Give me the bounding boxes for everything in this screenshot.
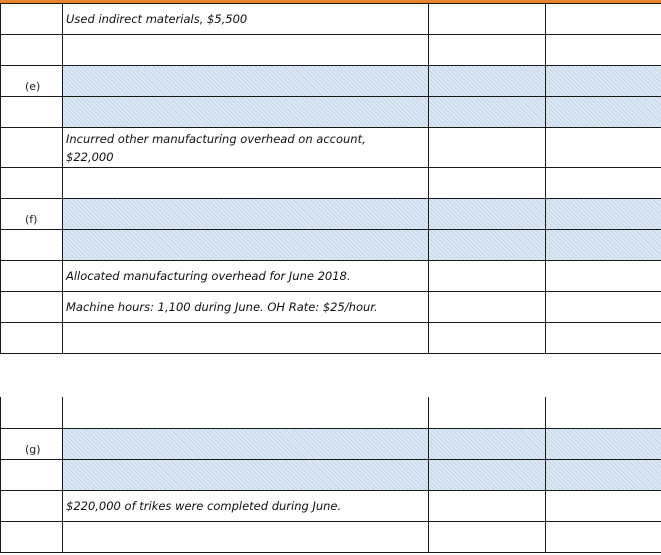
ref-cell[interactable] <box>1 459 63 490</box>
debit-cell[interactable] <box>429 323 546 354</box>
credit-cell[interactable] <box>546 128 661 168</box>
table-row <box>1 35 661 66</box>
description-cell[interactable] <box>63 35 429 66</box>
ref-cell[interactable] <box>1 261 63 292</box>
description-line: $22,000 <box>66 149 114 164</box>
table-row <box>1 459 661 490</box>
journal-table-bottom <box>0 397 661 553</box>
credit-cell[interactable] <box>546 35 661 66</box>
credit-input-cell[interactable] <box>546 66 661 97</box>
debit-cell[interactable] <box>429 128 546 168</box>
credit-cell[interactable] <box>546 261 661 292</box>
account-input-cell[interactable] <box>63 97 429 128</box>
table-row <box>1 168 661 199</box>
account-input-cell[interactable] <box>63 459 429 490</box>
table-row <box>1 261 661 292</box>
table-row <box>1 490 661 521</box>
description-cell[interactable] <box>63 168 429 199</box>
credit-cell[interactable] <box>546 323 661 354</box>
description-cell[interactable]: Used indirect materials, $5,500 <box>63 4 429 35</box>
credit-cell[interactable] <box>546 521 661 552</box>
description-cell[interactable] <box>63 323 429 354</box>
credit-cell[interactable] <box>546 397 661 428</box>
description-cell[interactable] <box>63 397 429 428</box>
debit-cell[interactable] <box>429 4 546 35</box>
description-cell[interactable]: $220,000 of trikes were completed during June. <box>63 490 429 521</box>
debit-cell[interactable] <box>429 292 546 323</box>
credit-input-cell[interactable] <box>546 428 661 459</box>
entry-label-f: (f) <box>1 199 63 230</box>
account-input-cell[interactable] <box>63 199 429 230</box>
credit-input-cell[interactable] <box>546 199 661 230</box>
debit-cell[interactable] <box>429 168 546 199</box>
table-row <box>1 428 661 459</box>
table-row <box>1 97 661 128</box>
credit-cell[interactable] <box>546 4 661 35</box>
debit-input-cell[interactable] <box>429 66 546 97</box>
credit-input-cell[interactable] <box>546 459 661 490</box>
table-row <box>1 323 661 354</box>
ref-cell[interactable] <box>1 397 63 428</box>
debit-cell[interactable] <box>429 521 546 552</box>
ref-cell[interactable] <box>1 323 63 354</box>
ref-cell[interactable] <box>1 4 63 35</box>
credit-cell[interactable] <box>546 490 661 521</box>
debit-input-cell[interactable] <box>429 459 546 490</box>
ref-cell[interactable] <box>1 97 63 128</box>
table-row <box>1 521 661 552</box>
debit-input-cell[interactable] <box>429 199 546 230</box>
ref-cell[interactable] <box>1 490 63 521</box>
account-input-cell[interactable] <box>63 428 429 459</box>
table-row <box>1 66 661 97</box>
table-row <box>1 292 661 323</box>
description-cell[interactable]: Machine hours: 1,100 during June. OH Rate: $25/hour. <box>63 292 429 323</box>
debit-cell[interactable] <box>429 35 546 66</box>
credit-cell[interactable] <box>546 292 661 323</box>
entry-label-g: (g) <box>1 428 63 459</box>
section-gap <box>0 364 661 397</box>
ref-cell[interactable] <box>1 128 63 168</box>
table-row <box>1 397 661 428</box>
credit-input-cell[interactable] <box>546 97 661 128</box>
table-row <box>1 230 661 261</box>
description-line: Incurred other manufacturing overhead on account, <box>66 131 366 146</box>
description-cell[interactable] <box>63 128 429 168</box>
entry-label-e: (e) <box>1 66 63 97</box>
ref-cell[interactable] <box>1 521 63 552</box>
ref-cell[interactable] <box>1 230 63 261</box>
debit-cell[interactable] <box>429 397 546 428</box>
debit-cell[interactable] <box>429 490 546 521</box>
table-row <box>1 4 661 35</box>
description-cell[interactable] <box>63 521 429 552</box>
journal-table-top <box>0 3 661 354</box>
credit-input-cell[interactable] <box>546 230 661 261</box>
table-row <box>1 199 661 230</box>
description-cell[interactable]: Allocated manufacturing overhead for June 2018. <box>63 261 429 292</box>
debit-input-cell[interactable] <box>429 97 546 128</box>
ref-cell[interactable] <box>1 292 63 323</box>
debit-input-cell[interactable] <box>429 428 546 459</box>
debit-input-cell[interactable] <box>429 230 546 261</box>
credit-cell[interactable] <box>546 168 661 199</box>
debit-cell[interactable] <box>429 261 546 292</box>
account-input-cell[interactable] <box>63 230 429 261</box>
ref-cell[interactable] <box>1 168 63 199</box>
ref-cell[interactable] <box>1 35 63 66</box>
account-input-cell[interactable] <box>63 66 429 97</box>
table-row <box>1 128 661 168</box>
